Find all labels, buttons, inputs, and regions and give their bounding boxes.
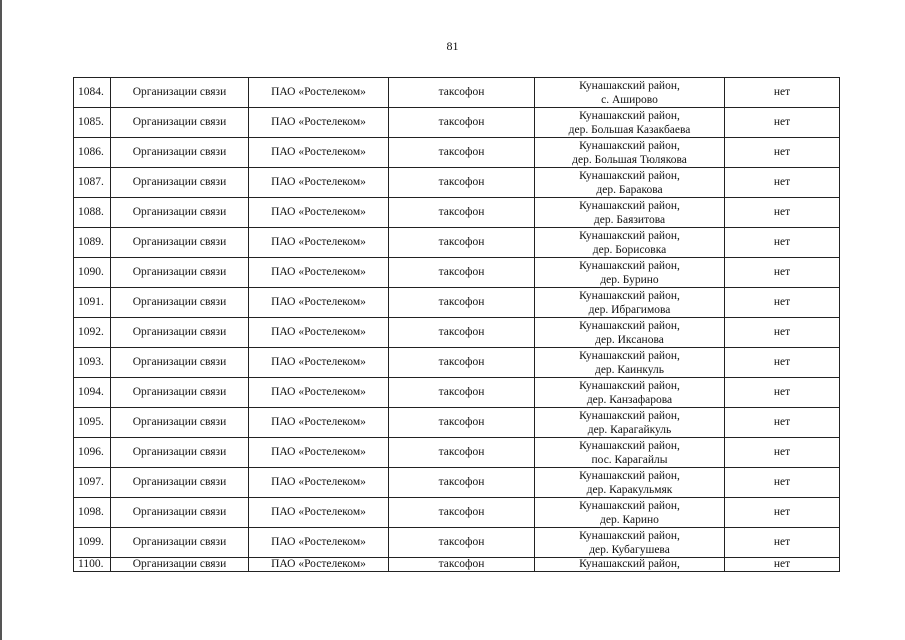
location-cell — [535, 228, 725, 258]
location-cell — [535, 468, 725, 498]
flag-cell: нет — [725, 288, 840, 318]
location-cell — [535, 438, 725, 468]
category-cell: Организации связи — [111, 258, 249, 288]
row-number-cell: 1087. — [74, 168, 111, 198]
table-row — [74, 108, 840, 138]
flag-cell: нет — [725, 408, 840, 438]
operator-cell: ПАО «Ростелеком» — [249, 348, 389, 378]
category-cell: Организации связи — [111, 378, 249, 408]
table-row — [74, 408, 840, 438]
operator-cell: ПАО «Ростелеком» — [249, 108, 389, 138]
table-row — [74, 288, 840, 318]
object-type-cell: таксофон — [389, 108, 535, 138]
district-text: Кунашакский район, — [579, 470, 680, 482]
location-cell — [535, 78, 725, 108]
row-number-cell: 1094. — [74, 378, 111, 408]
table-row — [74, 498, 840, 528]
category-cell: Организации связи — [111, 78, 249, 108]
location-cell — [535, 408, 725, 438]
category-cell: Организации связи — [111, 318, 249, 348]
district-text: Кунашакский район, — [579, 290, 680, 302]
district-text: Кунашакский район, — [579, 500, 680, 512]
settlement-text: дер. Бурино — [600, 274, 659, 286]
location-cell — [535, 258, 725, 288]
flag-cell: нет — [725, 558, 840, 572]
row-number-cell: 1089. — [74, 228, 111, 258]
location-cell — [535, 378, 725, 408]
category-cell: Организации связи — [111, 288, 249, 318]
category-cell: Организации связи — [111, 408, 249, 438]
operator-cell: ПАО «Ростелеком» — [249, 138, 389, 168]
object-type-cell: таксофон — [389, 408, 535, 438]
row-number-cell: 1097. — [74, 468, 111, 498]
row-number-cell: 1095. — [74, 408, 111, 438]
operator-cell: ПАО «Ростелеком» — [249, 528, 389, 558]
flag-cell: нет — [725, 348, 840, 378]
category-cell: Организации связи — [111, 168, 249, 198]
row-number-cell: 1098. — [74, 498, 111, 528]
registry-table — [73, 77, 840, 572]
location-cell — [535, 168, 725, 198]
district-text: Кунашакский район, — [579, 558, 680, 570]
settlement-text: пос. Карагайлы — [591, 454, 668, 466]
operator-cell: ПАО «Ростелеком» — [249, 78, 389, 108]
flag-cell: нет — [725, 228, 840, 258]
object-type-cell: таксофон — [389, 468, 535, 498]
settlement-text: дер. Большая Казакбаева — [568, 124, 691, 136]
settlement-text: дер. Иксанова — [595, 334, 664, 346]
flag-cell: нет — [725, 378, 840, 408]
operator-cell: ПАО «Ростелеком» — [249, 438, 389, 468]
object-type-cell: таксофон — [389, 198, 535, 228]
flag-cell: нет — [725, 438, 840, 468]
category-cell: Организации связи — [111, 348, 249, 378]
operator-cell: ПАО «Ростелеком» — [249, 258, 389, 288]
object-type-cell: таксофон — [389, 558, 535, 572]
table-row — [74, 468, 840, 498]
operator-cell: ПАО «Ростелеком» — [249, 288, 389, 318]
row-number-cell: 1086. — [74, 138, 111, 168]
row-number-cell: 1088. — [74, 198, 111, 228]
category-cell: Организации связи — [111, 438, 249, 468]
category-cell: Организации связи — [111, 198, 249, 228]
object-type-cell: таксофон — [389, 498, 535, 528]
row-number-cell: 1091. — [74, 288, 111, 318]
district-text: Кунашакский район, — [579, 530, 680, 542]
table-row — [74, 318, 840, 348]
object-type-cell: таксофон — [389, 168, 535, 198]
settlement-text: дер. Каракульмяк — [586, 484, 673, 496]
district-text: Кунашакский район, — [579, 440, 680, 452]
category-cell: Организации связи — [111, 528, 249, 558]
settlement-text: дер. Каинкуль — [594, 364, 665, 376]
table-row — [74, 228, 840, 258]
category-cell: Организации связи — [111, 558, 249, 572]
district-text: Кунашакский район, — [579, 410, 680, 422]
object-type-cell: таксофон — [389, 318, 535, 348]
object-type-cell: таксофон — [389, 78, 535, 108]
table-row — [74, 138, 840, 168]
object-type-cell: таксофон — [389, 228, 535, 258]
operator-cell: ПАО «Ростелеком» — [249, 168, 389, 198]
location-cell — [535, 138, 725, 168]
registry-table-body — [74, 78, 840, 572]
operator-cell: ПАО «Ростелеком» — [249, 198, 389, 228]
flag-cell: нет — [725, 198, 840, 228]
operator-cell: ПАО «Ростелеком» — [249, 378, 389, 408]
district-text: Кунашакский район, — [579, 320, 680, 332]
district-text: Кунашакский район, — [579, 200, 680, 212]
location-cell — [535, 348, 725, 378]
table-row — [74, 558, 840, 572]
district-text: Кунашакский район, — [579, 230, 680, 242]
settlement-text: дер. Баязитова — [593, 214, 666, 226]
row-number-cell: 1085. — [74, 108, 111, 138]
category-cell: Организации связи — [111, 468, 249, 498]
flag-cell: нет — [725, 318, 840, 348]
category-cell: Организации связи — [111, 108, 249, 138]
page-number: 81 — [446, 39, 459, 53]
settlement-text: дер. Карино — [600, 514, 659, 526]
flag-cell: нет — [725, 78, 840, 108]
flag-cell: нет — [725, 528, 840, 558]
row-number-cell: 1100. — [74, 558, 111, 572]
settlement-text: дер. Кубагушева — [589, 544, 670, 556]
location-cell — [535, 528, 725, 558]
row-number-cell: 1090. — [74, 258, 111, 288]
location-cell — [535, 558, 725, 572]
row-number-cell: 1099. — [74, 528, 111, 558]
district-text: Кунашакский район, — [579, 170, 680, 182]
page-edge-rule — [0, 0, 2, 640]
table-row — [74, 78, 840, 108]
flag-cell: нет — [725, 108, 840, 138]
table-row — [74, 528, 840, 558]
category-cell: Организации связи — [111, 228, 249, 258]
settlement-text: дер. Баракова — [596, 184, 663, 196]
district-text: Кунашакский район, — [579, 350, 680, 362]
flag-cell: нет — [725, 138, 840, 168]
operator-cell: ПАО «Ростелеком» — [249, 318, 389, 348]
operator-cell: ПАО «Ростелеком» — [249, 558, 389, 572]
object-type-cell: таксофон — [389, 378, 535, 408]
object-type-cell: таксофон — [389, 438, 535, 468]
category-cell: Организации связи — [111, 498, 249, 528]
category-cell: Организации связи — [111, 138, 249, 168]
location-cell — [535, 498, 725, 528]
object-type-cell: таксофон — [389, 258, 535, 288]
table-row — [74, 258, 840, 288]
table-row — [74, 378, 840, 408]
location-cell — [535, 288, 725, 318]
table-row — [74, 198, 840, 228]
flag-cell: нет — [725, 498, 840, 528]
object-type-cell: таксофон — [389, 288, 535, 318]
district-text: Кунашакский район, — [579, 140, 680, 152]
flag-cell: нет — [725, 258, 840, 288]
district-text: Кунашакский район, — [579, 80, 680, 92]
table-row — [74, 348, 840, 378]
row-number-cell: 1084. — [74, 78, 111, 108]
settlement-text: дер. Большая Тюлякова — [572, 154, 687, 166]
table-row — [74, 438, 840, 468]
row-number-cell: 1092. — [74, 318, 111, 348]
district-text: Кунашакский район, — [579, 380, 680, 392]
location-cell — [535, 318, 725, 348]
settlement-text: дер. Канзафарова — [586, 394, 673, 406]
row-number-cell: 1093. — [74, 348, 111, 378]
object-type-cell: таксофон — [389, 348, 535, 378]
location-cell — [535, 108, 725, 138]
settlement-text: дер. Борисовка — [592, 244, 667, 256]
flag-cell: нет — [725, 468, 840, 498]
flag-cell: нет — [725, 168, 840, 198]
location-cell — [535, 198, 725, 228]
object-type-cell: таксофон — [389, 138, 535, 168]
object-type-cell: таксофон — [389, 528, 535, 558]
table-row — [74, 168, 840, 198]
district-text: Кунашакский район, — [579, 260, 680, 272]
settlement-text: дер. Ибрагимова — [588, 304, 671, 316]
operator-cell: ПАО «Ростелеком» — [249, 408, 389, 438]
settlement-text: дер. Карагайкуль — [587, 424, 672, 436]
row-number-cell: 1096. — [74, 438, 111, 468]
operator-cell: ПАО «Ростелеком» — [249, 468, 389, 498]
settlement-text: с. Аширово — [601, 94, 658, 106]
operator-cell: ПАО «Ростелеком» — [249, 228, 389, 258]
district-text: Кунашакский район, — [579, 110, 680, 122]
operator-cell: ПАО «Ростелеком» — [249, 498, 389, 528]
